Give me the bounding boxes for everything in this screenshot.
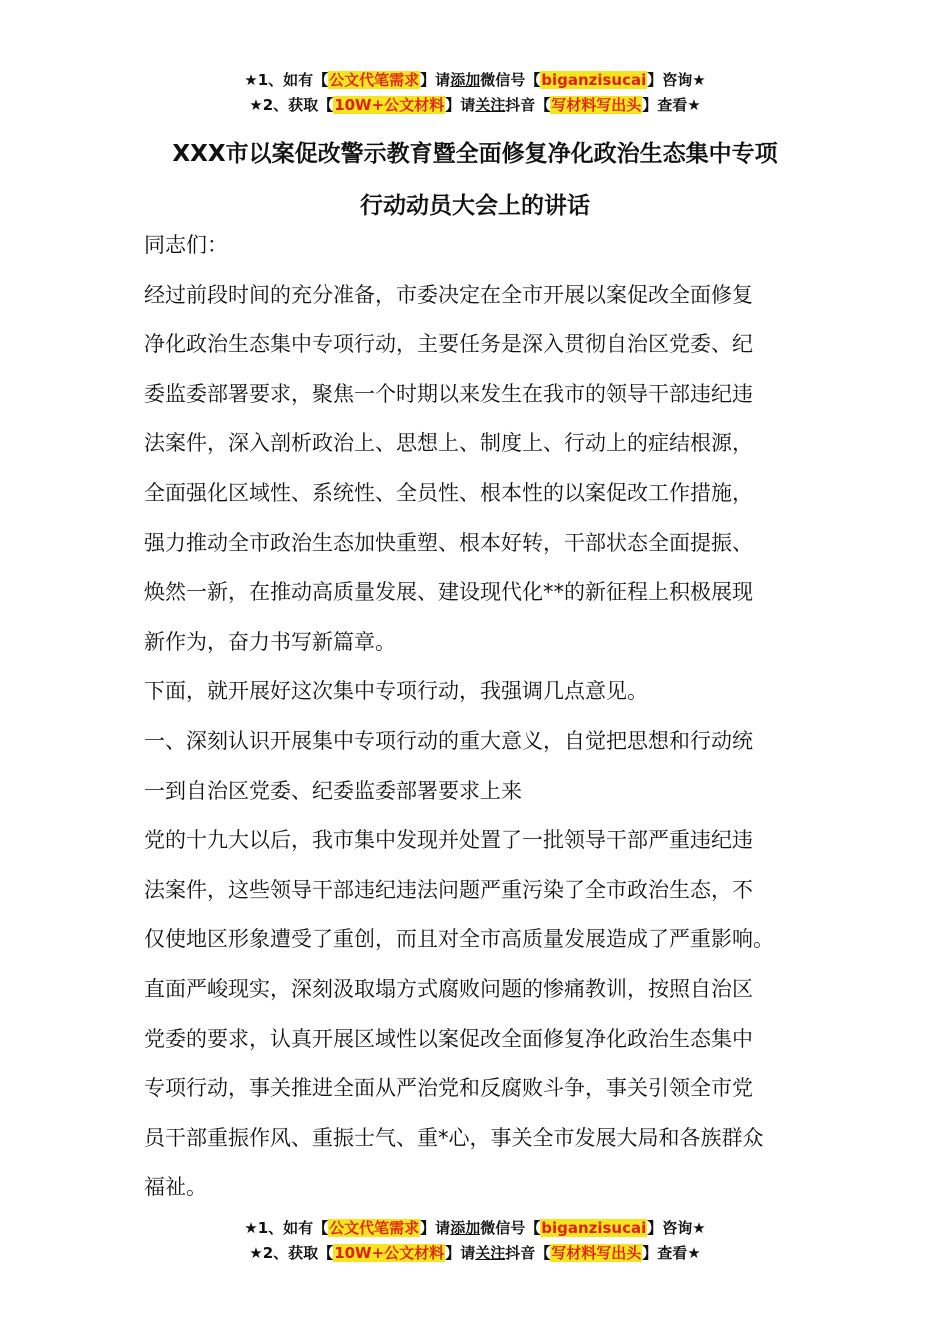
promo-underlined: 关注 <box>475 96 506 114</box>
body-line: 福祉。 <box>144 1175 207 1200</box>
promo-highlight: 公文代笔需求 <box>329 71 420 89</box>
body-line: 净化政治生态集中专项行动，主要任务是深入贯彻自治区党委、纪 <box>144 332 753 357</box>
promo-highlight: 10W+公文材料 <box>334 1244 445 1262</box>
promo-text: ★2、获取【 <box>249 1244 334 1262</box>
body-line: 法案件，这些领导干部违纪违法问题严重污染了全市政治生态，不 <box>144 877 753 902</box>
body-line: 新作为，奋力书写新篇章。 <box>144 629 396 654</box>
promo-banner-bottom <box>0 1216 950 1266</box>
body-line: 同志们： <box>144 233 228 257</box>
promo-highlight: 公文代笔需求 <box>329 1219 420 1237</box>
promo-highlight: 写材料写出头 <box>551 1244 642 1262</box>
promo-banner-top <box>0 68 950 118</box>
promo-underlined: 添加 <box>450 1219 481 1237</box>
document-title <box>0 128 950 232</box>
promo-highlight: 10W+公文材料 <box>334 96 445 114</box>
promo-text: 微信号【 <box>480 71 541 89</box>
title-line: XXX市以案促改警示教育暨全面修复净化政治生态集中专项 <box>172 141 778 167</box>
body-line: 党的十九大以后，我市集中发现并处置了一批领导干部严重违纪违 <box>144 828 753 853</box>
promo-text: 】请 <box>420 71 451 89</box>
promo-line-2 <box>0 93 950 118</box>
body-line: 法案件，深入剖析政治上、思想上、制度上、行动上的症结根源， <box>144 431 753 456</box>
promo-text: ★1、如有【 <box>244 1219 329 1237</box>
promo-text: ★1、如有【 <box>244 71 329 89</box>
promo-text: 】咨询★ <box>647 1219 706 1237</box>
promo-text: 】请 <box>420 1219 451 1237</box>
promo-highlight: 写材料写出头 <box>551 96 642 114</box>
promo-highlight: biganzisucai <box>541 71 647 89</box>
body-line: 委监委部署要求，聚焦一个时期以来发生在我市的领导干部违纪违 <box>144 381 753 406</box>
promo-text: 】请 <box>445 96 476 114</box>
body-line: 党委的要求，认真开展区域性以案促改全面修复净化政治生态集中 <box>144 1026 753 1051</box>
body-line: 强力推动全市政治生态加快重塑、根本好转，干部状态全面提振、 <box>144 530 753 555</box>
body-line: 仅使地区形象遭受了重创，而且对全市高质量发展造成了严重影响。 <box>144 927 774 952</box>
promo-line-2 <box>0 1241 950 1266</box>
title-line: 行动动员大会上的讲话 <box>360 193 590 219</box>
body-line: 一、深刻认识开展集中专项行动的重大意义，自觉把思想和行动统 <box>144 728 753 753</box>
promo-text: 】咨询★ <box>647 71 706 89</box>
promo-text: ★2、获取【 <box>249 96 334 114</box>
promo-text: 】查看★ <box>642 96 701 114</box>
promo-text: 】查看★ <box>642 1244 701 1262</box>
body-line: 直面严峻现实，深刻汲取塌方式腐败问题的惨痛教训，按照自治区 <box>144 976 753 1001</box>
promo-text: 抖音【 <box>505 96 551 114</box>
body-line: 全面强化区域性、系统性、全员性、根本性的以案促改工作措施， <box>144 480 753 505</box>
body-line: 一到自治区党委、纪委监委部署要求上来 <box>144 778 522 803</box>
promo-line-1 <box>0 68 950 93</box>
promo-text: 抖音【 <box>505 1244 551 1262</box>
promo-highlight: biganzisucai <box>541 1219 647 1237</box>
body-line: 专项行动，事关推进全面从严治党和反腐败斗争，事关引领全市党 <box>144 1076 753 1101</box>
promo-text: 微信号【 <box>480 1219 541 1237</box>
body-line: 员干部重振作风、重振士气、重*心，事关全市发展大局和各族群众 <box>144 1125 764 1150</box>
promo-underlined: 添加 <box>450 71 481 89</box>
promo-underlined: 关注 <box>475 1244 506 1262</box>
body-line: 下面，就开展好这次集中专项行动，我强调几点意见。 <box>144 679 648 704</box>
promo-text: 】请 <box>445 1244 476 1262</box>
body-line: 经过前段时间的充分准备，市委决定在全市开展以案促改全面修复 <box>144 282 753 307</box>
document-body <box>144 221 814 1213</box>
promo-line-1 <box>0 1216 950 1241</box>
body-line: 焕然一新，在推动高质量发展、建设现代化**的新征程上积极展现 <box>144 580 753 605</box>
